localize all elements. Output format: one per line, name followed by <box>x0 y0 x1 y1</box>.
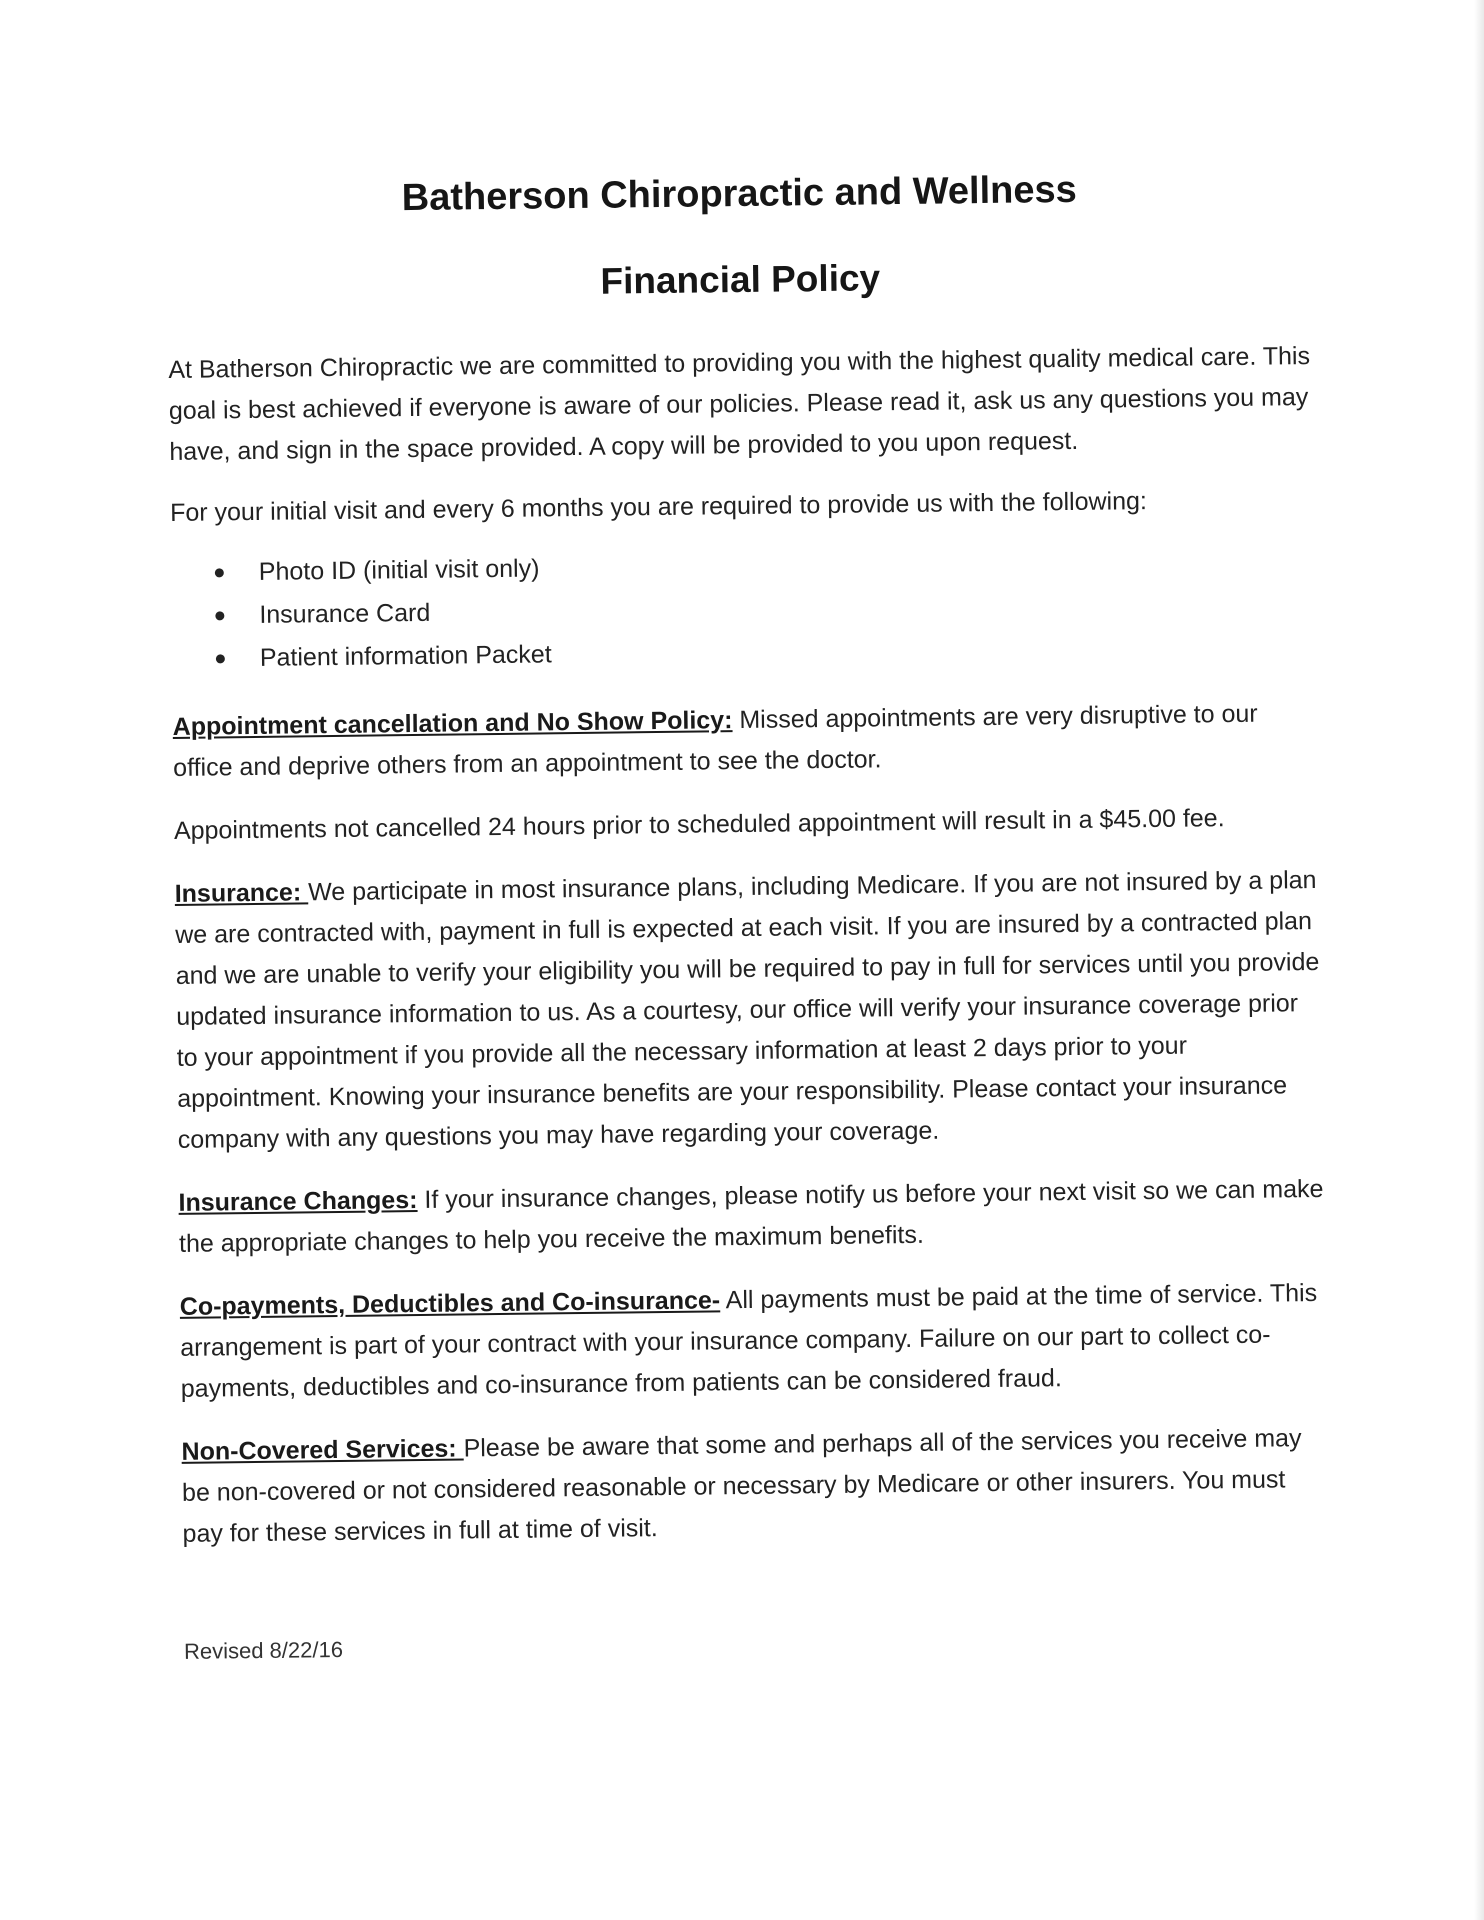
requirement-photo-id: Photo ID (initial visit only) <box>258 554 540 586</box>
non-covered-section <box>181 1418 1328 1555</box>
copayments-heading: Co-payments, Deductibles and Co-insurance- <box>179 1286 721 1321</box>
insurance-text: We participate in most insurance plans, including Medicare. If you are not insured by a plan we are contracted with, payment in full is expected at each visit. If you are insured by a contracted plan and we are unable to verify your eligibility you will be required to pay in full for services until you provide updated insurance information to us. As a courtesy, our office will verify your insurance coverage prior to your appointment if you provide all the necessary information at least 2 days prior to your appointment. Knowing your insurance benefits are your responsibility. Please contact your insurance company with any questions you may have regarding your coverage. <box>175 865 1320 1154</box>
document-subtitle: Financial Policy <box>600 257 881 302</box>
bullet-icon <box>215 568 224 577</box>
document-title: Batherson Chiropractic and Wellness <box>401 168 1077 220</box>
cancellation-text: Missed appointments are very disruptive to our office and deprive others from an appointment to see the doctor. <box>173 699 1258 782</box>
insurance-changes-section <box>178 1169 1325 1265</box>
cancellation-section <box>172 693 1319 789</box>
insurance-section <box>175 860 1324 1161</box>
financial-policy-document <box>166 164 1330 1689</box>
requirements-list <box>171 538 1318 681</box>
non-covered-heading: Non-Covered Services: <box>181 1434 464 1466</box>
requirement-insurance-card: Insurance Card <box>259 598 431 629</box>
cancellation-heading: Appointment cancellation and No Show Policy: <box>172 706 733 741</box>
non-covered-text: Please be aware that some and perhaps all of the services you receive may be non-covered or not considered reasonable or necessary by Medicare or other insurers. You must pay for these services in full at time of visit. <box>181 1424 1302 1548</box>
copayments-section <box>180 1273 1327 1410</box>
bullet-icon <box>215 611 224 620</box>
revision-date: Revised 8/22/16 <box>183 1636 344 1664</box>
page-edge-shadow <box>1474 0 1484 1920</box>
requirements-intro: For your initial visit and every 6 months you are required to provide us with the following: <box>169 487 1148 527</box>
cancellation-fee-paragraph: Appointments not cancelled 24 hours prior to scheduled appointment will result in a $45.00 fee. <box>173 804 1225 845</box>
insurance-changes-heading: Insurance Changes: <box>178 1186 418 1217</box>
copayments-text: All payments must be paid at the time of service. This arrangement is part of your contract with your insurance company. Failure on our part to collect co-payments, deductibles and co-insurance from patients can be considered fraud. <box>180 1279 1318 1403</box>
bullet-icon <box>216 654 225 663</box>
requirement-patient-packet: Patient information Packet <box>259 640 552 672</box>
insurance-changes-text: If your insurance changes, please notify us before your next visit so we can make the appropriate changes to help you receive the maximum benefits. <box>178 1174 1324 1258</box>
insurance-heading: Insurance: <box>174 878 309 908</box>
intro-paragraph: At Batherson Chiropractic we are committed to providing you with the highest quality medical care. This goal is best achieved if everyone is aware of our policies. Please read it, ask us any questions you may have, and sign in the space provided. A copy will be provided to you upon request. <box>168 342 1311 466</box>
